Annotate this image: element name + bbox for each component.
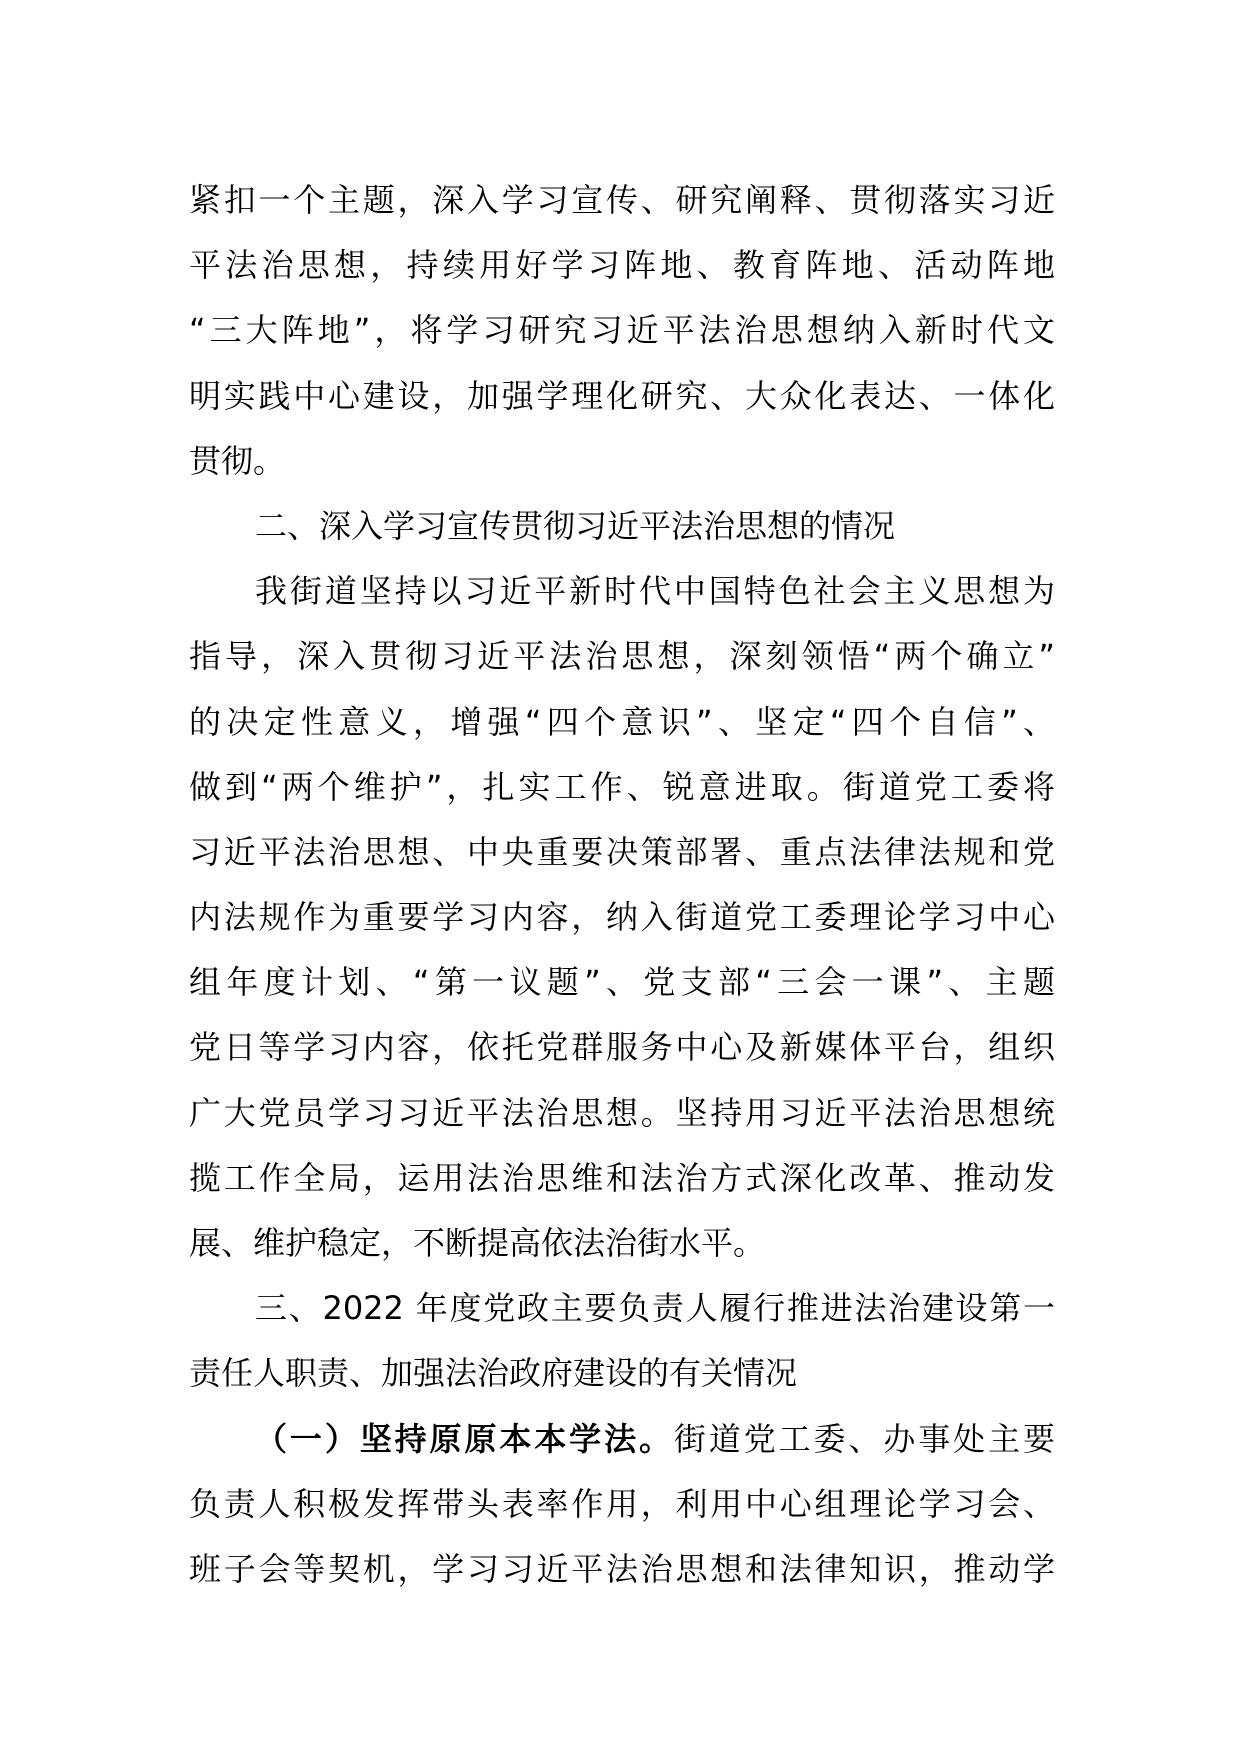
paragraph-line: 展、维护稳定，不断提高依法治街水平。	[189, 1224, 766, 1262]
section-heading-3: 三、2022 年度党政主要负责人履行推进法治建设第一	[255, 1289, 1055, 1328]
paragraph-line: 组年度计划、“第一议题”、党支部“三会一课”、主题	[189, 963, 1055, 1002]
document-page	[189, 168, 1055, 1602]
paragraph-line: 的决定性意义，增强“四个意识”、坚定“四个自信”、	[189, 702, 1055, 741]
paragraph-line: 负责人积极发挥带头表率作用，利用中心组理论学习会、	[189, 1484, 1055, 1523]
paragraph-line: 班子会等契机，学习习近平法治思想和法律知识，推动学	[189, 1549, 1055, 1588]
paragraph-line: 明实践中心建设，加强学理化研究、大众化表达、一体化	[189, 376, 1055, 415]
section-heading-3-cont: 责任人职责、加强法治政府建设的有关情况	[189, 1354, 798, 1393]
paragraph-line: 内法规作为重要学习内容，纳入街道党工委理论学习中心	[189, 898, 1055, 937]
paragraph-line: “三大阵地”，将学习研究习近平法治思想纳入新时代文	[189, 311, 1055, 350]
paragraph-line: 党日等学习内容，依托党群服务中心及新媒体平台，组织	[189, 1028, 1055, 1067]
paragraph-line: 平法治思想，持续用好学习阵地、教育阵地、活动阵地	[189, 246, 1055, 285]
paragraph-line: 紧扣一个主题，深入学习宣传、研究阐释、贯彻落实习近	[189, 181, 1055, 219]
subsection-first-line	[189, 1407, 1055, 1472]
paragraph-line: 揽工作全局，运用法治思维和法治方式深化改革、推动发	[189, 1158, 1055, 1197]
paragraph-line: 指导，深入贯彻习近平法治思想，深刻领悟“两个确立”	[189, 637, 1055, 676]
paragraph-line: 广大党员学习习近平法治思想。坚持用习近平法治思想统	[189, 1093, 1055, 1132]
paragraph-line: 我街道坚持以习近平新时代中国特色社会主义思想为	[255, 572, 1055, 611]
subsection-heading: （一）坚持原原本本学法。	[255, 1419, 674, 1458]
paragraph-line: 贯彻。	[189, 441, 286, 480]
section-heading-2: 二、深入学习宣传贯彻习近平法治思想的情况	[255, 506, 896, 545]
paragraph-line: 做到“两个维护”，扎实工作、锐意进取。街道党工委将	[189, 767, 1055, 806]
subsection-first-line-rest: 街道党工委、办事处主要	[673, 1419, 1055, 1458]
paragraph-line: 习近平法治思想、中央重要决策部署、重点法律法规和党	[189, 832, 1055, 871]
